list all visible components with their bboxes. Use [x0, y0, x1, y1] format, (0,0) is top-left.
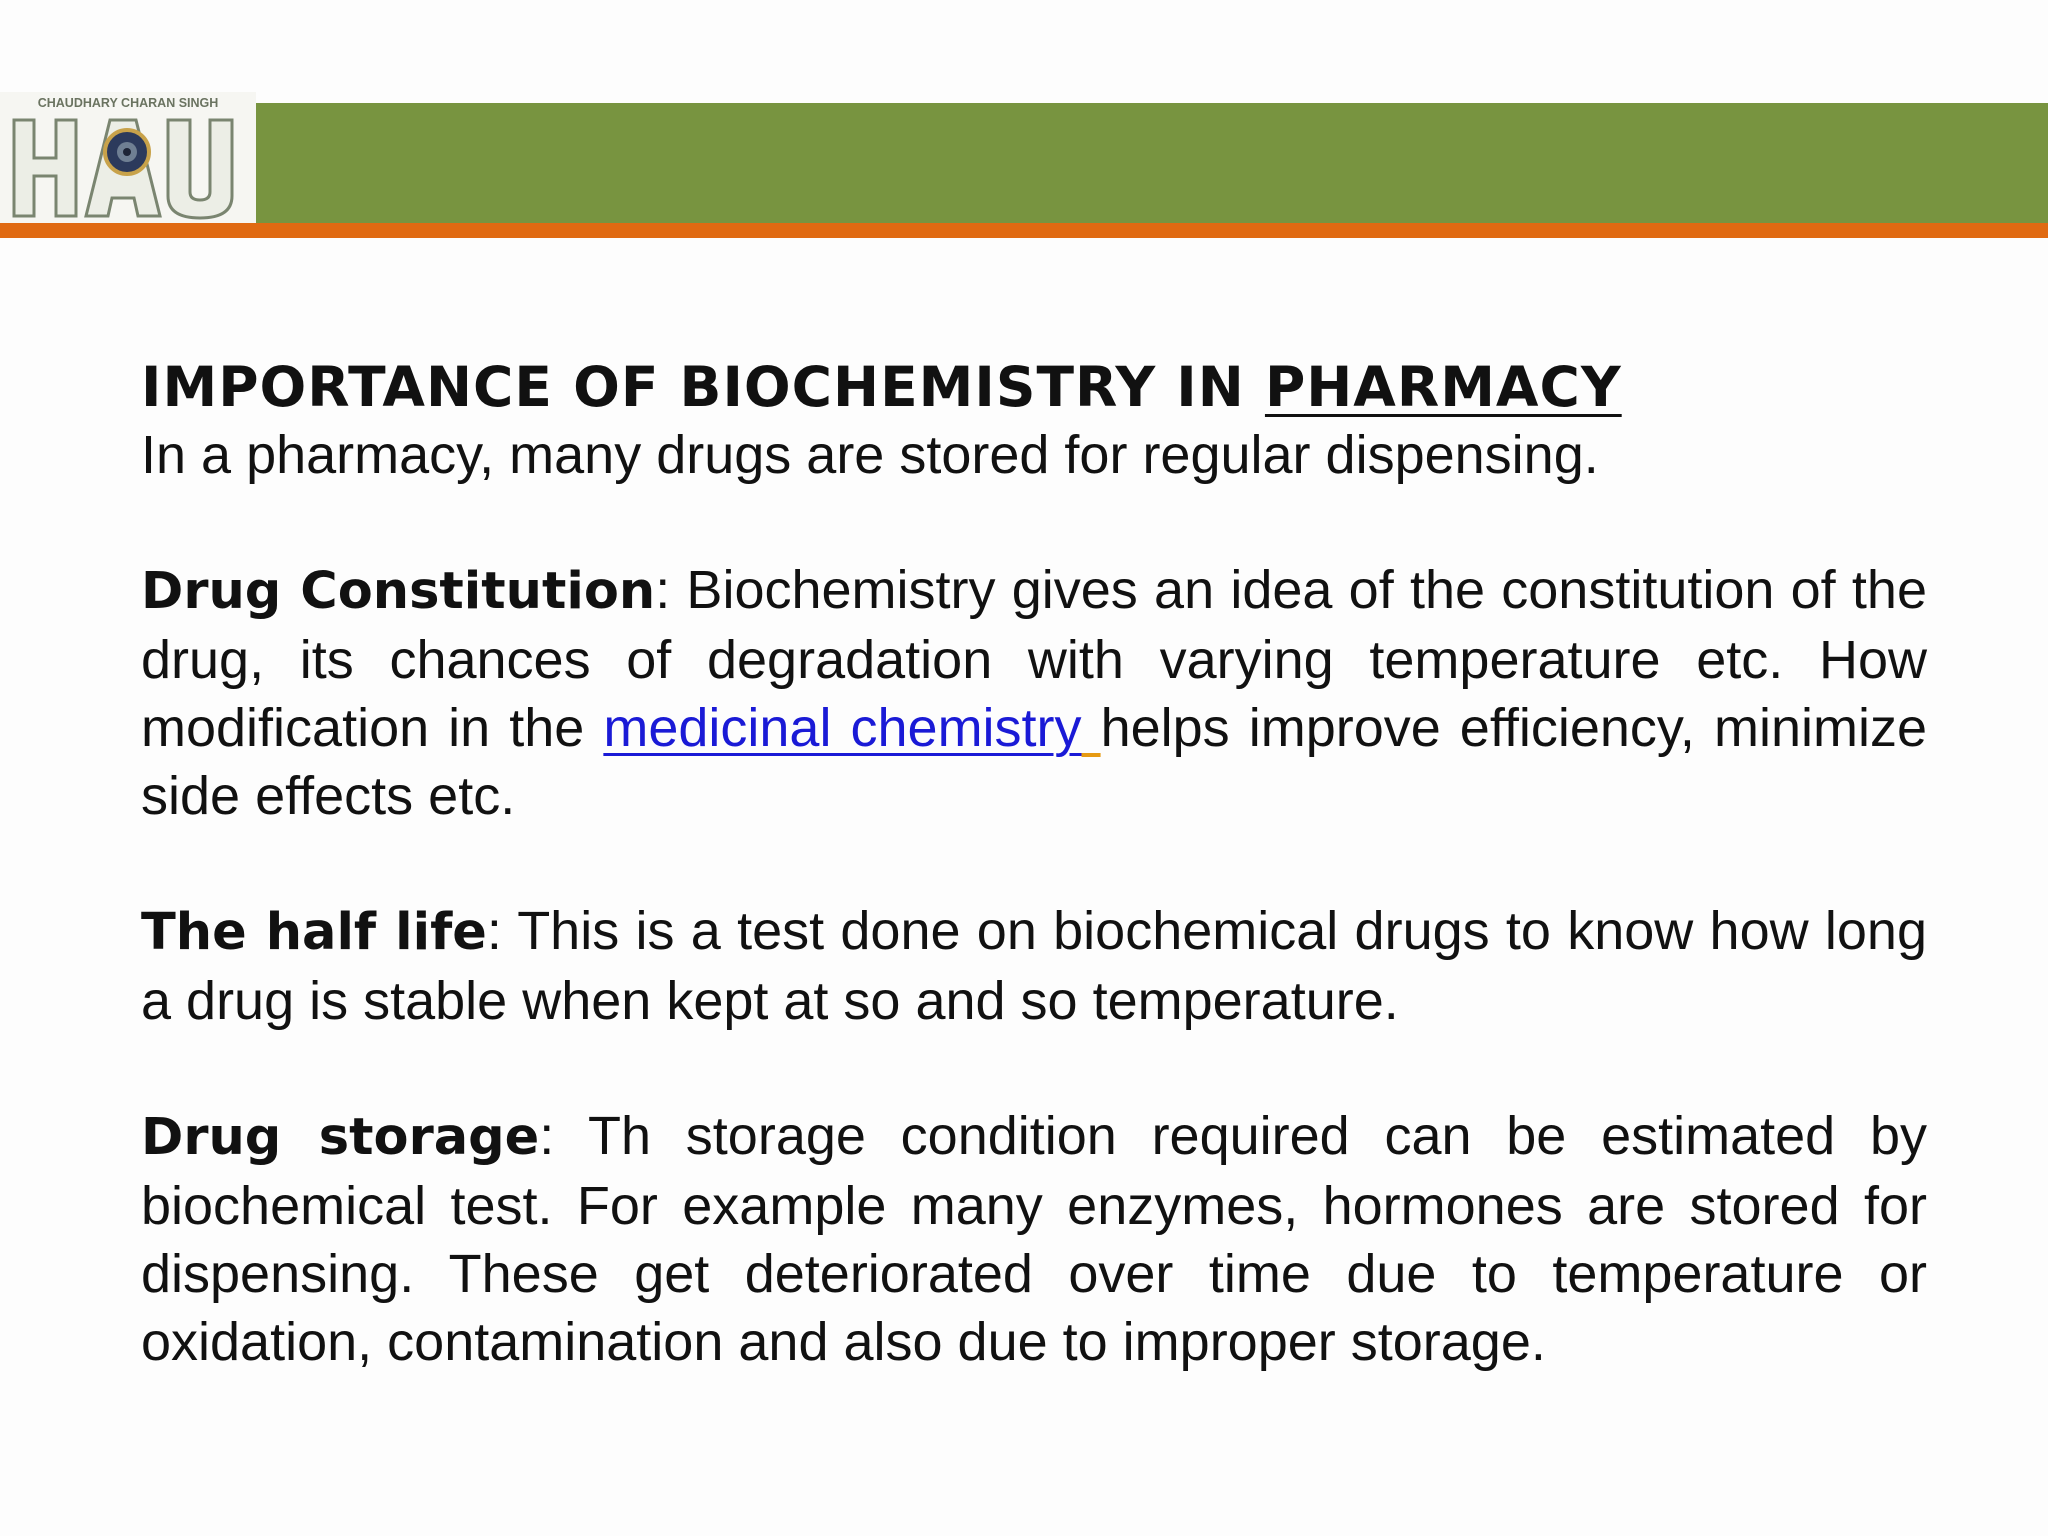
header-orange-bar	[0, 223, 2048, 238]
drug-constitution-text-end: helps improve efficiency, minimize side effects etc.	[141, 698, 1927, 826]
university-logo	[0, 92, 256, 223]
slide-title-underlined: PHARMACY	[1264, 355, 1622, 419]
half-life-text: : This is a test done on biochemical drugs to know how long a drug is stable when kept at so and so temperature.	[141, 901, 1927, 1031]
intro-text: In a pharmacy, many drugs are stored for regular dispensing.	[141, 425, 1599, 485]
medicinal-chemistry-link[interactable]: medicinal chemistry	[603, 698, 1082, 758]
term-drug-storage: Drug storage	[141, 1108, 540, 1167]
slide-content	[141, 353, 1927, 1376]
hau-logo-icon	[0, 92, 256, 223]
drug-constitution-paragraph	[141, 556, 1927, 830]
term-drug-constitution: Drug Constitution	[141, 562, 656, 621]
logo-caption: CHAUDHARY CHARAN SINGH	[37, 96, 219, 110]
slide-title	[141, 353, 1927, 421]
term-half-life: The half life	[141, 903, 487, 962]
drug-constitution-text: : Biochemistry gives an idea of the constitution of the drug, its chances of degradation with varying temperature etc. How modification in the	[141, 560, 1927, 758]
half-life-paragraph	[141, 897, 1927, 1035]
slide-title-prefix: IMPORTANCE OF BIOCHEMISTRY IN	[141, 355, 1265, 419]
drug-storage-text: : Th storage condition required can be estimated by biochemical test. For example many enzymes, hormones are stored for dispensing. These get deteriorated over time due to temperature or oxidation, contamination and also due to improper storage.	[141, 1106, 1927, 1372]
drug-storage-paragraph	[141, 1102, 1927, 1376]
header-green-bar	[255, 103, 2048, 223]
